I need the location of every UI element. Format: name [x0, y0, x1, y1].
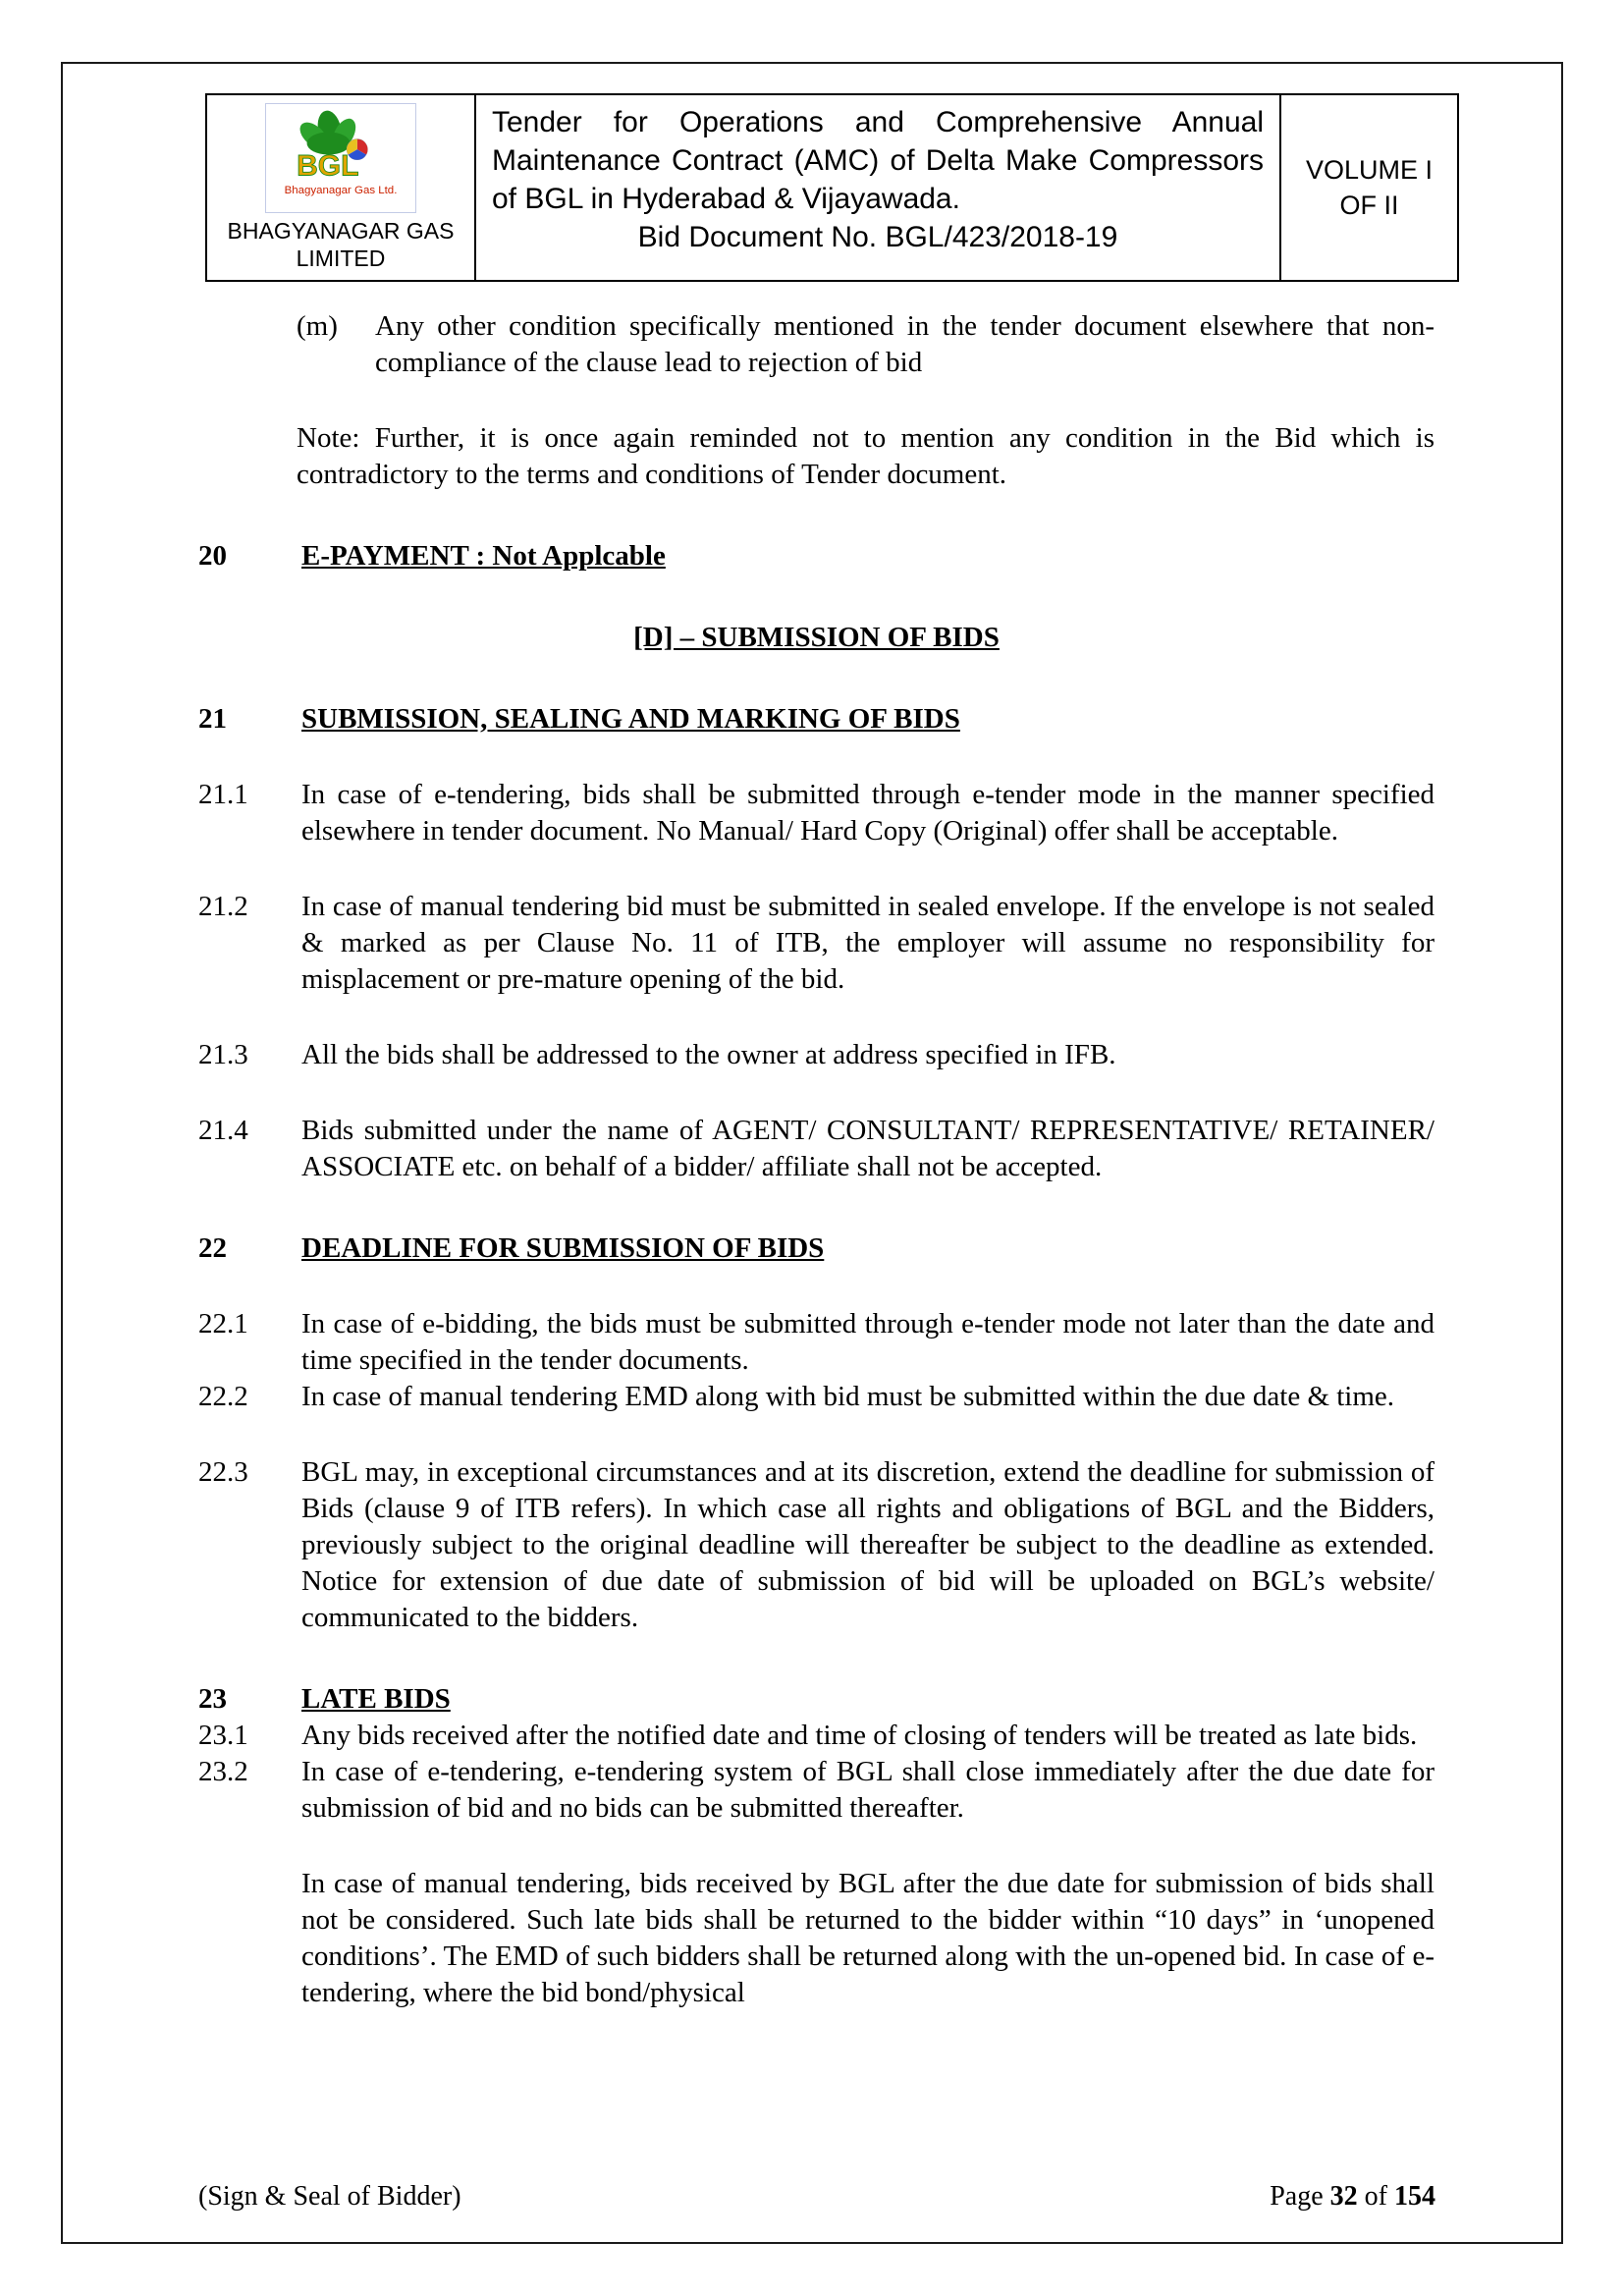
page-indicator [1270, 2181, 1435, 2213]
clause-text: Any bids received after the notified date and time of closing of tenders will be treated as late bids. [301, 1720, 1418, 1751]
page-number: 32 [1329, 2181, 1358, 2212]
page-footer [198, 2181, 1435, 2213]
bgl-logo-icon [272, 106, 409, 210]
sign-seal-label: (Sign & Seal of Bidder) [198, 2181, 461, 2212]
clause-text: In case of e-bidding, the bids must be submitted through e-tender mode not later than the date and time specified in the tender documents. [301, 1308, 1435, 1376]
page-total: 154 [1394, 2181, 1435, 2212]
closing-paragraph: In case of manual tendering, bids received by BGL after the due date for submission of bids shall not be considered. Such late bids shall be returned to the bidder within “10 days” in ‘unopened conditions’. The EMD of such bidders shall be returned along with the un-opened bid. In case of e-tendering, where the bid bond/physical [301, 1868, 1435, 2008]
section-21-heading [198, 701, 1435, 738]
section-20-heading [198, 538, 1435, 574]
of-label: of [1364, 2181, 1387, 2212]
bid-document-number: Bid Document No. BGL/423/2018-19 [637, 221, 1118, 253]
clause-22-1 [198, 1306, 1435, 1379]
company-name-line1: BHAGYANAGAR GAS [227, 218, 455, 244]
clause-number: 21.3 [198, 1039, 248, 1070]
clause-text: All the bids shall be addressed to the owner at address specified in IFB. [301, 1039, 1116, 1070]
section-title: LATE BIDS [301, 1683, 451, 1715]
clause-number: 22.1 [198, 1308, 248, 1339]
section-number: 23 [198, 1683, 227, 1715]
document-header [205, 93, 1459, 282]
section-title: E-PAYMENT : Not Applcable [301, 540, 666, 572]
section-22-heading [198, 1230, 1435, 1267]
document-body [198, 308, 1435, 2011]
clause-21-1 [198, 777, 1435, 849]
clause-21-4 [198, 1113, 1435, 1185]
logo-cell [207, 95, 474, 280]
logo-monogram: BGL [297, 149, 359, 183]
list-item-m [297, 308, 1435, 381]
section-title: SUBMISSION, SEALING AND MARKING OF BIDS [301, 703, 960, 735]
clause-23-2 [198, 1754, 1435, 1827]
clause-21-2 [198, 889, 1435, 998]
clause-text: In case of manual tendering EMD along with bid must be submitted within the due date & time. [301, 1381, 1395, 1412]
clause-23-1 [198, 1718, 1435, 1754]
clause-number: 22.2 [198, 1381, 248, 1412]
clause-text: BGL may, in exceptional circumstances and at its discretion, extend the deadline for submission of Bids (clause 9 of ITB refers). In which case all rights and obligations of BGL and the Bidders, previously subject to the original deadline will thereafter be subject to the deadline as extended. Notice for extension of due date of submission of bid will be uploaded on BGL’s website/ communicated to the bidders. [301, 1456, 1435, 1633]
logo-tagline: Bhagyanagar Gas Ltd. [284, 185, 398, 197]
clause-text: Bids submitted under the name of AGENT/ CONSULTANT/ REPRESENTATIVE/ RETAINER/ ASSOCIATE etc. on behalf of a bidder/ affiliate shall not be accepted. [301, 1115, 1435, 1182]
company-name-line2: LIMITED [296, 246, 386, 271]
clause-22-2 [198, 1379, 1435, 1415]
tender-title: Tender for Operations and Comprehensive Annual Maintenance Contract (AMC) of Delta Make Compressors of BGL in Hyderabad & Vijayawada. [492, 106, 1264, 215]
section-23-heading [198, 1681, 1435, 1718]
clause-text: In case of e-tendering, e-tendering system of BGL shall close immediately after the due date for submission of bid and no bids can be submitted thereafter. [301, 1756, 1435, 1824]
clause-number: 21.1 [198, 779, 248, 810]
section-number: 21 [198, 703, 227, 735]
volume-line2: OF II [1339, 191, 1399, 220]
clause-21-3 [198, 1037, 1435, 1073]
company-name [228, 217, 455, 272]
volume-cell [1281, 95, 1457, 280]
section-number: 20 [198, 540, 227, 572]
item-label: (m) [297, 310, 338, 342]
part-d-heading: [D] – SUBMISSION OF BIDS [633, 622, 1000, 653]
clause-number: 21.4 [198, 1115, 248, 1146]
clause-text: In case of manual tendering bid must be submitted in sealed envelope. If the envelope is not sealed & marked as per Clause No. 11 of ITB, the employer will assume no responsibility for misplacement or pre-mature opening of the bid. [301, 891, 1435, 995]
clause-number: 22.3 [198, 1456, 248, 1488]
page-label: Page [1270, 2181, 1324, 2212]
title-cell [474, 95, 1281, 280]
item-text: Any other condition specifically mentioned in the tender document elsewhere that non-compliance of the clause lead to rejection of bid [375, 310, 1435, 378]
clause-number: 23.2 [198, 1756, 248, 1787]
clause-22-3 [198, 1454, 1435, 1636]
logo-box [265, 103, 416, 213]
clause-text: In case of e-tendering, bids shall be submitted through e-tender mode in the manner specified elsewhere in tender document. No Manual/ Hard Copy (Original) offer shall be acceptable. [301, 779, 1435, 847]
volume-line1: VOLUME I [1305, 155, 1434, 185]
section-number: 22 [198, 1232, 227, 1264]
clause-number: 21.2 [198, 891, 248, 922]
note-paragraph: Note: Further, it is once again reminded not to mention any condition in the Bid which is contradictory to the terms and conditions of Tender document. [297, 422, 1435, 490]
section-title: DEADLINE FOR SUBMISSION OF BIDS [301, 1232, 825, 1264]
clause-number: 23.1 [198, 1720, 248, 1751]
page-border-frame [61, 62, 1563, 2244]
